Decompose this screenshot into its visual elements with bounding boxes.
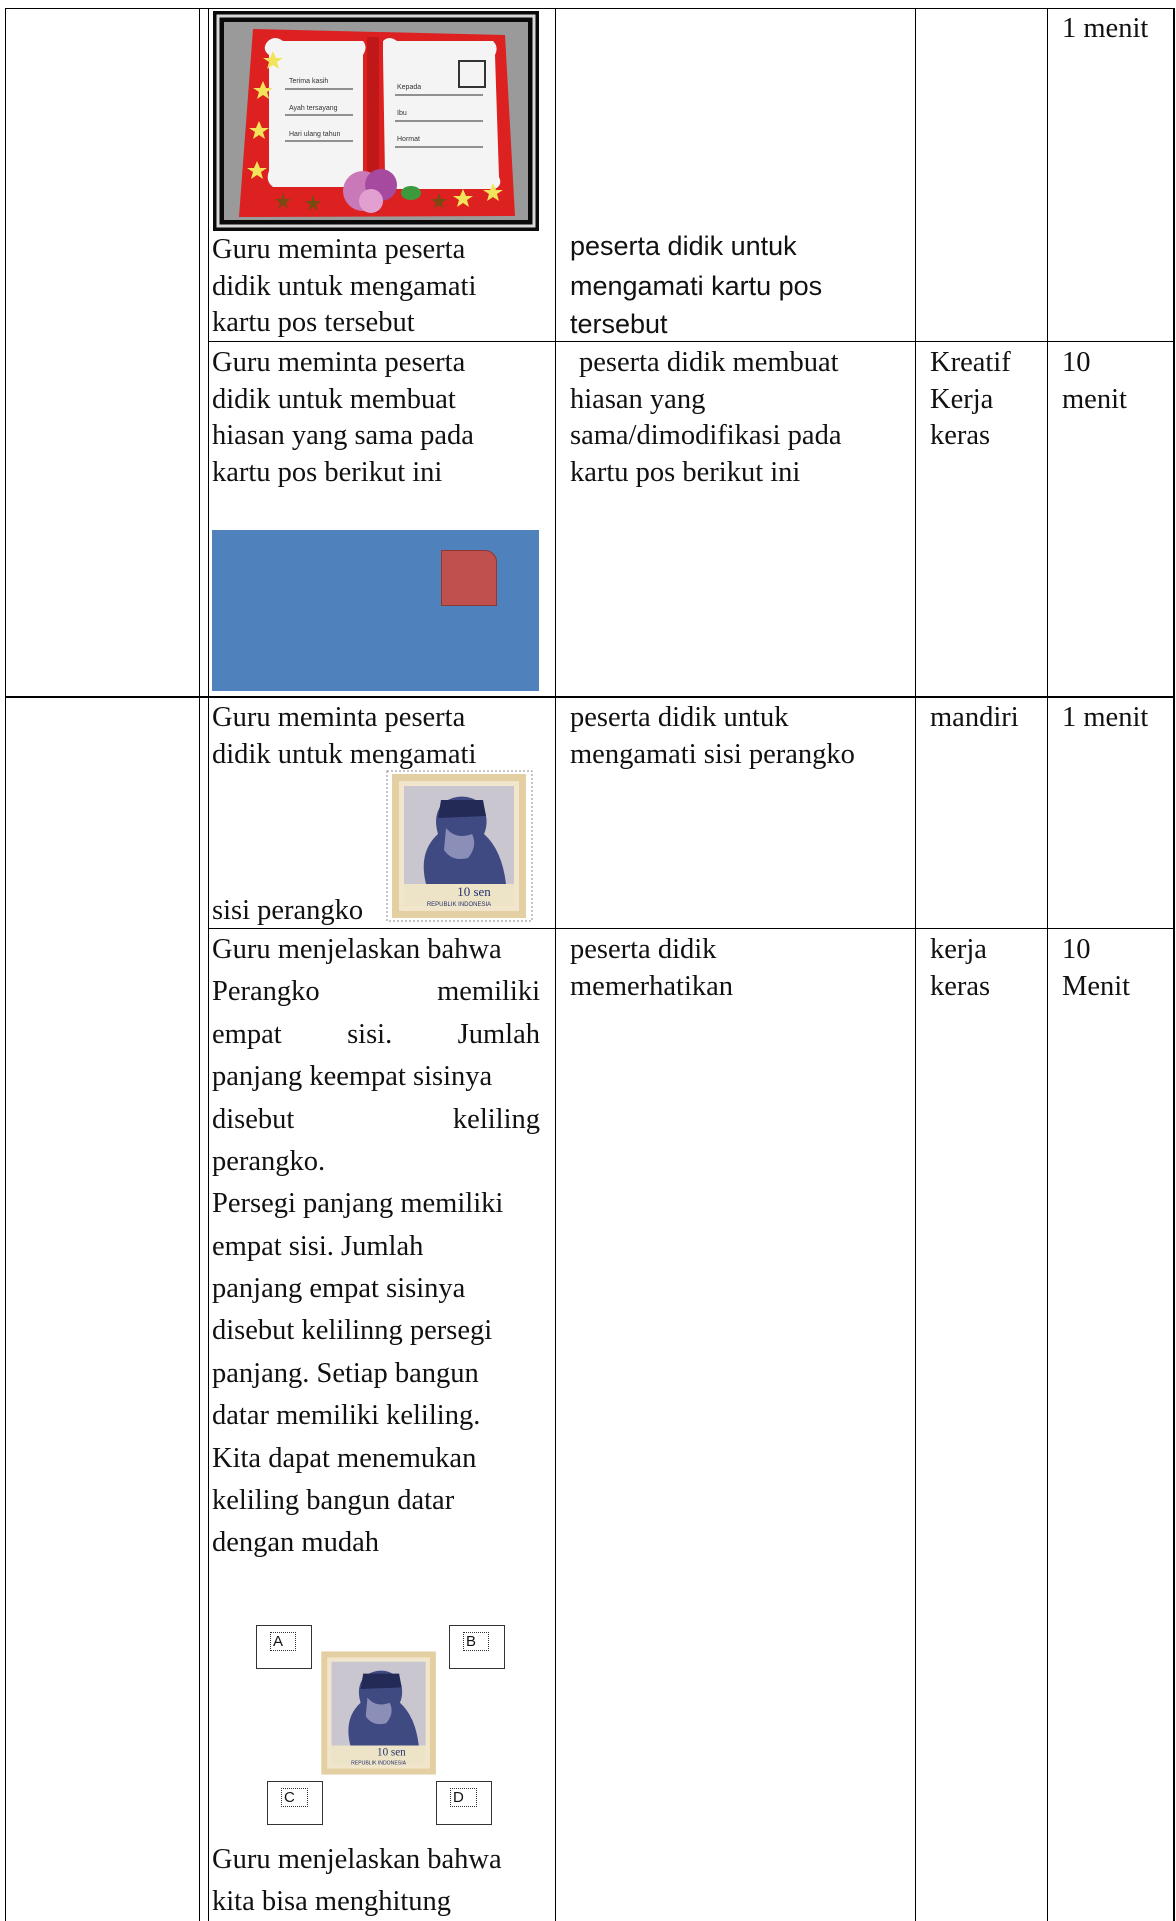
row4-teacher-justified-2 [212,974,540,1011]
row4-teacher-line-13: Kita dapat menemukan [212,1443,477,1474]
row2-student-line-2: hiasan yang [570,384,706,415]
col-line-6 [1173,8,1175,1921]
card-right-line-2: Ibu [397,110,407,117]
row2-teacher-line-4: kartu pos berikut ini [212,457,443,488]
stamp-small-value: 10 sen [377,1746,406,1759]
card-left-line-3: Hari ulang tahun [289,131,341,138]
row4-teacher-line-7: Persegi panjang memiliki [212,1188,504,1219]
row4-teacher-line-14: keliling bangun datar [212,1485,455,1516]
row4-teacher-line-11: panjang. Setiap bangun [212,1358,479,1389]
row3-character: mandiri [930,702,1019,733]
postcard-illustration [213,11,539,231]
corner-box-a [256,1625,312,1669]
row3-student-line-1: peserta didik untuk [570,702,789,733]
row4-teacher-line-10: disebut kelilinng persegi [212,1315,493,1346]
row4-teacher-justified-3 [212,1017,540,1054]
stamp-value: 10 sen [457,884,491,899]
row2-character-line-1: Kreatif [930,347,1011,378]
row2-teacher-line-2: didik untuk membuat [212,384,456,415]
row4-teacher-justified-5 [212,1102,540,1139]
row1-teacher-line-2: didik untuk mengamati [212,271,477,302]
word: disebut [212,1104,295,1135]
corner-label-c: C [281,1788,308,1807]
row2-teacher-line-1: Guru meminta peserta [212,347,466,378]
stamp-corners-diagram [255,1624,507,1828]
row1-teacher-line-1: Guru meminta peserta [212,234,466,265]
row2-student-line-3: sama/dimodifikasi pada [570,420,842,451]
row4-teacher-after-1: Guru menjelaskan bahwa [212,1844,502,1875]
row2-time-line-2: menit [1062,384,1127,415]
corner-box-b [449,1625,505,1669]
row1-time: 1 menit [1062,13,1149,44]
row4-teacher-line-15: dengan mudah [212,1527,379,1558]
row4-student-line-1: peserta didik [570,934,717,965]
postcard-photo [213,11,539,231]
card-right-line-1: Kepada [397,84,422,91]
stamp-small-country: REPUBLIK INDONESIA [351,1760,407,1767]
stamp-small-illustration [316,1648,442,1778]
corner-label-d: D [450,1788,477,1807]
word: keliling [452,1104,540,1135]
corner-label-a: A [270,1632,296,1651]
row1-student-line-1: peserta didik untuk [570,231,797,261]
row2-character-line-3: keras [930,420,991,451]
row3-time: 1 menit [1062,702,1149,733]
row1-student-line-2: mengamati kartu pos [570,271,823,301]
word: Jumlah [457,1019,540,1050]
row4-teacher-after-2: kita bisa menghitung [212,1886,452,1917]
row4-teacher-line-6: perangko. [212,1146,326,1177]
word: sisi. [347,1019,393,1050]
row3-student-line-2: mengamati sisi perangko [570,739,855,770]
row3-teacher-line-2: didik untuk mengamati [212,739,477,770]
row4-teacher-justified-4 [212,1059,540,1096]
row-line-2 [5,696,1175,698]
row2-teacher-line-3: hiasan yang sama pada [212,420,474,451]
corner-box-d [436,1781,492,1825]
word: panjang keempat sisinya [212,1061,493,1092]
row4-character-line-1: kerja [930,934,987,965]
row4-teacher-justified-1 [212,932,540,969]
word: Guru menjelaskan bahwa [212,934,502,965]
col-line-4 [915,8,916,1921]
col-line-0 [5,8,6,1921]
card-right-line-3: Hormat [397,136,420,143]
row4-character-line-2: keras [930,971,991,1002]
col-line-3 [555,8,556,1921]
col-line-5 [1047,8,1048,1921]
blank-postcard [212,530,539,691]
row4-student-line-2: memerhatikan [570,971,734,1002]
corner-label-b: B [463,1632,489,1651]
row4-teacher-line-9: panjang empat sisinya [212,1273,466,1304]
stamp-illustration [386,770,533,922]
col-line-1 [199,8,200,1921]
row2-time-line-1: 10 [1062,347,1091,378]
col-line-2 [208,8,209,1921]
stamp-placeholder [441,550,497,606]
row1-student-line-3: tersebut [570,309,668,339]
word: empat [212,1019,282,1050]
row2-student-line-1: peserta didik membuat [579,347,839,378]
row4-time-line-1: 10 [1062,934,1091,965]
card-left-line-2: Ayah tersayang [289,105,338,112]
row2-character-line-2: Kerja [930,384,994,415]
stamp-image [386,770,533,922]
word: Perangko [212,976,320,1007]
row4-time-line-2: Menit [1062,971,1131,1002]
word: memiliki [437,976,540,1007]
row4-teacher-line-8: empat sisi. Jumlah [212,1231,424,1262]
stamp-country: REPUBLIK INDONESIA [426,902,492,908]
card-left-line-1: Terima kasih [289,78,329,85]
row4-teacher-line-12: datar memiliki keliling. [212,1400,481,1431]
row3-teacher-line-1: Guru meminta peserta [212,702,466,733]
row3-teacher-line-3: sisi perangko [212,895,364,926]
corner-box-c [267,1781,323,1825]
row2-student-line-4: kartu pos berikut ini [570,457,801,488]
row-line-top [5,8,1175,9]
row1-teacher-line-3: kartu pos tersebut [212,307,415,338]
